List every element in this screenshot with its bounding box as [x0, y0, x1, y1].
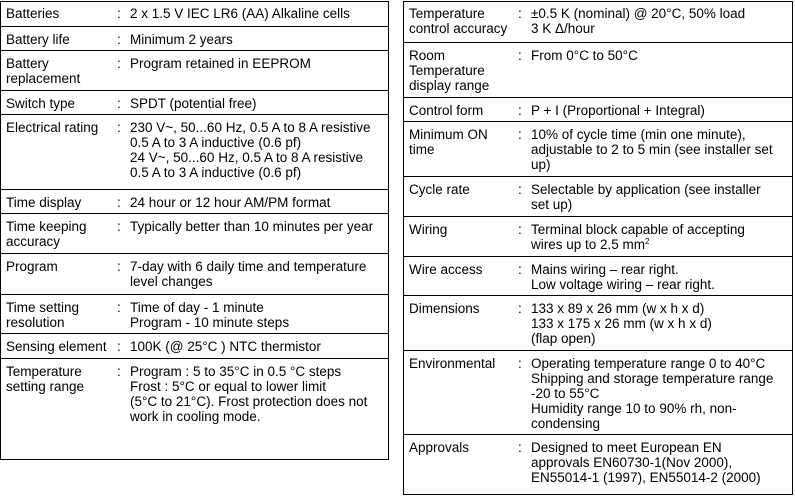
spec-label: Temperature setting range [6, 364, 85, 394]
right-spec-row [404, 2, 792, 42]
separator-colon: : [518, 127, 522, 142]
spec-value-text: Minimum 2 years [130, 32, 233, 47]
spec-value [531, 182, 793, 212]
left-spec-row [1, 26, 388, 51]
spec-value [531, 440, 793, 485]
separator-colon: : [117, 96, 121, 111]
spec-value-text: P + I (Proportional + Integral) [531, 103, 705, 118]
right-spec-row [404, 295, 792, 351]
spec-value [130, 300, 388, 330]
spec-value-text: Program retained in EEPROM [130, 56, 311, 71]
spec-value-text: Terminal block capable of accepting wires up to 2.5 mm [531, 222, 745, 252]
separator-colon: : [117, 364, 121, 379]
spec-value-text: Mains wiring – rear right. Low voltage wiring – rear right. [531, 262, 715, 292]
separator-colon: : [117, 32, 121, 47]
spec-value-text: 24 hour or 12 hour AM/PM format [130, 195, 331, 210]
spec-value-text: 133 x 89 x 26 mm (w x h x d) 133 x 175 x 26 mm (w x h x d) (flap open) [531, 301, 712, 346]
spec-value-text: ±0.5 K (nominal) @ 20°C, 50% load 3 K Δ/hour [531, 6, 746, 36]
separator-colon: : [117, 300, 121, 315]
spec-label: Temperature control accuracy [409, 6, 508, 36]
separator-colon: : [518, 440, 522, 455]
spec-label: Room Temperature display range [409, 48, 490, 93]
spec-value-text: Operating temperature range 0 to 40°C Shipping and storage temperature range -20 to 55°C Humidity range 10 to 90% rh, non- condensing [531, 356, 774, 431]
right-spec-row [404, 350, 792, 435]
separator-colon: : [518, 6, 522, 21]
left-spec-row [1, 50, 388, 91]
right-spec-row [404, 97, 792, 122]
spec-label: Sensing element [6, 339, 107, 354]
squared-superscript: 2 [645, 237, 650, 246]
spec-value [531, 127, 793, 172]
spec-value-text: 100K (@ 25°C ) NTC thermistor [130, 339, 321, 354]
spec-label: Dimensions [409, 301, 480, 316]
spec-value [130, 364, 388, 424]
spec-label: Approvals [409, 440, 470, 455]
separator-colon: : [117, 6, 121, 21]
separator-colon: : [518, 262, 522, 277]
spec-label: Wiring [409, 222, 448, 237]
spec-value-text: 7-day with 6 daily time and temperature level changes [130, 259, 367, 289]
spec-label: Battery life [6, 32, 70, 47]
spec-label: Environmental [409, 356, 496, 371]
spec-label: Batteries [6, 6, 60, 21]
spec-value-text: 10% of cycle time (min one minute), adjustable to 2 to 5 min (see installer set up) [531, 127, 773, 172]
spec-label: Time display [6, 195, 82, 210]
spec-value [130, 32, 388, 47]
left-spec-row [1, 213, 388, 254]
spec-value-text: Designed to meet European EN approvals EN60730-1(Nov 2000), EN55014-1 (1997), EN55014-2 (2000) [531, 440, 761, 485]
left-spec-row [1, 2, 388, 26]
separator-colon: : [117, 120, 121, 135]
spec-value [130, 96, 388, 111]
spec-value-text: Typically better than 10 minutes per year [130, 219, 374, 234]
spec-value-text: 230 V~, 50...60 Hz, 0.5 A to 8 A resistive 0.5 A to 3 A inductive (0.6 pf) 24 V~, 50...60 Hz, 0.5 A to 8 A resistive 0.5 A to 3 A inductive (0.6 pf) [130, 120, 371, 180]
spec-value [531, 103, 793, 118]
spec-value-text: Time of day - 1 minute Program - 10 minute steps [130, 300, 290, 330]
spec-label: Electrical rating [6, 120, 99, 135]
separator-colon: : [518, 48, 522, 63]
separator-colon: : [518, 103, 522, 118]
separator-colon: : [117, 259, 121, 274]
spec-value-text: SPDT (potential free) [130, 96, 257, 111]
spec-label: Control form [409, 103, 484, 118]
separator-colon: : [518, 356, 522, 371]
spec-value [531, 262, 793, 292]
separator-colon: : [117, 339, 121, 354]
spec-value-text: 2 x 1.5 V IEC LR6 (AA) Alkaline cells [130, 6, 350, 21]
spec-value [531, 222, 793, 252]
separator-colon: : [117, 219, 121, 234]
spec-value [130, 219, 388, 234]
spec-label: Time keeping accuracy [6, 219, 87, 249]
left-spec-row [1, 333, 388, 359]
spec-value [531, 356, 793, 431]
right-spec-row [404, 176, 792, 217]
spec-value [130, 56, 388, 71]
left-spec-row [1, 358, 388, 459]
separator-colon: : [518, 182, 522, 197]
spec-label: Switch type [6, 96, 76, 111]
right-spec-row [404, 216, 792, 257]
right-spec-row [404, 256, 792, 296]
spec-value [531, 301, 793, 346]
separator-colon: : [117, 195, 121, 210]
spec-value [130, 339, 388, 354]
spec-value [130, 6, 388, 21]
spec-value [130, 259, 388, 289]
spec-label: Time setting resolution [6, 300, 80, 330]
separator-colon: : [518, 301, 522, 316]
spec-value [130, 195, 388, 210]
left-spec-row [1, 90, 388, 115]
right-spec-row [404, 434, 792, 494]
spec-label: Battery replacement [6, 56, 81, 86]
left-spec-row [1, 189, 388, 214]
right-spec-table [403, 1, 793, 495]
spec-label: Cycle rate [409, 182, 470, 197]
separator-colon: : [518, 222, 522, 237]
left-spec-table [0, 1, 389, 460]
spec-label: Program [6, 259, 58, 274]
right-spec-row [404, 121, 792, 177]
left-spec-row [1, 253, 388, 295]
separator-colon: : [117, 56, 121, 71]
spec-value-text: Selectable by application (see installer set up) [531, 182, 761, 212]
spec-value-text: From 0°C to 50°C [531, 48, 638, 63]
spec-value [130, 120, 388, 180]
spec-value [531, 6, 793, 36]
left-spec-row [1, 114, 388, 190]
spec-label: Minimum ON time [409, 127, 488, 157]
spec-value-text: Program : 5 to 35°C in 0.5 °C steps Frost : 5°C or equal to lower limit (5°C to 21°C). Frost protection does not work in cooling mode. [130, 364, 368, 424]
right-spec-row [404, 42, 792, 98]
spec-label: Wire access [409, 262, 483, 277]
spec-value [531, 48, 793, 63]
left-spec-row [1, 294, 388, 334]
